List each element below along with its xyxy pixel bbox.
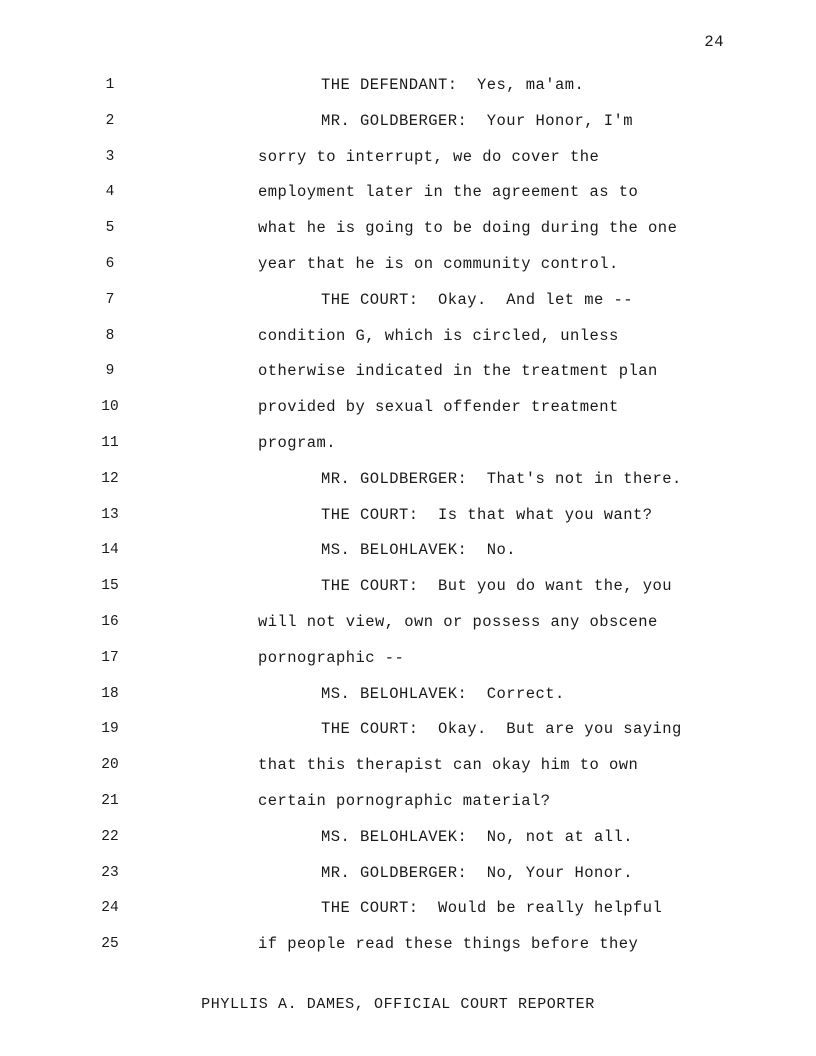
line-number: 13 xyxy=(101,506,119,523)
line-number: 6 xyxy=(105,255,115,272)
transcript-line xyxy=(0,533,816,569)
line-text: THE DEFENDANT: Yes, ma'am. xyxy=(321,76,585,94)
transcript-line xyxy=(0,319,816,355)
line-number: 25 xyxy=(101,936,119,953)
transcript-line xyxy=(0,784,816,820)
line-number: 5 xyxy=(105,220,115,237)
transcript-line xyxy=(0,569,816,605)
transcript-line xyxy=(0,641,816,677)
line-number: 1 xyxy=(105,77,115,93)
line-text: certain pornographic material? xyxy=(258,791,551,810)
transcript-line xyxy=(0,820,816,856)
transcript-line xyxy=(0,283,816,319)
line-text: if people read these things before they xyxy=(258,935,639,954)
transcript-line xyxy=(0,927,816,963)
transcript-line xyxy=(0,712,816,748)
line-text: MR. GOLDBERGER: That's not in there. xyxy=(321,469,682,488)
transcript-line xyxy=(0,677,816,713)
transcript-line xyxy=(0,426,816,462)
line-text: program. xyxy=(258,433,337,452)
transcript-line xyxy=(0,605,816,641)
line-number: 12 xyxy=(101,470,119,487)
transcript-line xyxy=(0,891,816,927)
line-text: MR. GOLDBERGER: Your Honor, I'm xyxy=(321,111,634,130)
line-text: year that he is on community control. xyxy=(258,254,619,273)
transcript-body xyxy=(0,68,816,963)
line-text: what he is going to be doing during the one xyxy=(258,219,678,238)
line-text: provided by sexual offender treatment xyxy=(258,398,619,417)
line-number: 17 xyxy=(101,649,119,666)
line-number: 2 xyxy=(105,112,115,129)
transcript-line xyxy=(0,354,816,390)
page-footer xyxy=(0,996,816,1013)
transcript-line xyxy=(0,498,816,534)
transcript-line xyxy=(0,856,816,892)
transcript-line xyxy=(0,748,816,784)
line-text: THE COURT: Would be really helpful xyxy=(321,899,663,918)
line-number: 11 xyxy=(101,434,119,451)
line-number: 24 xyxy=(101,900,119,917)
line-text: THE COURT: Okay. But are you saying xyxy=(321,720,682,739)
line-text: will not view, own or possess any obscene xyxy=(258,612,658,631)
line-number: 18 xyxy=(101,685,119,702)
court-reporter-footer: PHYLLIS A. DAMES, OFFICIAL COURT REPORTER xyxy=(201,996,595,1013)
line-number: 22 xyxy=(101,828,119,845)
line-number: 15 xyxy=(101,578,119,595)
transcript-line xyxy=(0,211,816,247)
line-text: that this therapist can okay him to own xyxy=(258,756,639,775)
line-number: 7 xyxy=(105,291,115,308)
line-number: 21 xyxy=(101,792,119,809)
transcript-line xyxy=(0,175,816,211)
line-text: sorry to interrupt, we do cover the xyxy=(258,147,600,166)
line-text: THE COURT: Okay. And let me -- xyxy=(321,290,634,309)
line-number: 23 xyxy=(101,864,119,881)
line-text: THE COURT: But you do want the, you xyxy=(321,577,673,596)
line-number: 10 xyxy=(101,399,119,416)
line-text: THE COURT: Is that what you want? xyxy=(321,505,653,524)
line-text: condition G, which is circled, unless xyxy=(258,326,619,345)
line-number: 19 xyxy=(101,721,119,738)
line-text: pornographic -- xyxy=(258,648,405,667)
line-text: MS. BELOHLAVEK: No, not at all. xyxy=(321,827,634,846)
transcript-line xyxy=(0,104,816,140)
transcript-line xyxy=(0,68,816,104)
transcript-line xyxy=(0,462,816,498)
line-number: 20 xyxy=(101,757,119,774)
line-number: 9 xyxy=(105,363,115,380)
transcript-line xyxy=(0,140,816,176)
page-number: 24 xyxy=(704,33,724,51)
line-number: 16 xyxy=(101,613,119,630)
transcript-line xyxy=(0,247,816,283)
line-text: MR. GOLDBERGER: No, Your Honor. xyxy=(321,863,634,882)
line-text: MS. BELOHLAVEK: No. xyxy=(321,541,517,560)
line-number: 4 xyxy=(105,184,115,201)
line-number: 8 xyxy=(105,327,115,344)
line-text: MS. BELOHLAVEK: Correct. xyxy=(321,684,565,703)
line-number: 3 xyxy=(105,148,115,165)
transcript-line xyxy=(0,390,816,426)
line-number: 14 xyxy=(101,542,119,559)
line-text: employment later in the agreement as to xyxy=(258,183,639,202)
line-text: otherwise indicated in the treatment plan xyxy=(258,362,658,381)
